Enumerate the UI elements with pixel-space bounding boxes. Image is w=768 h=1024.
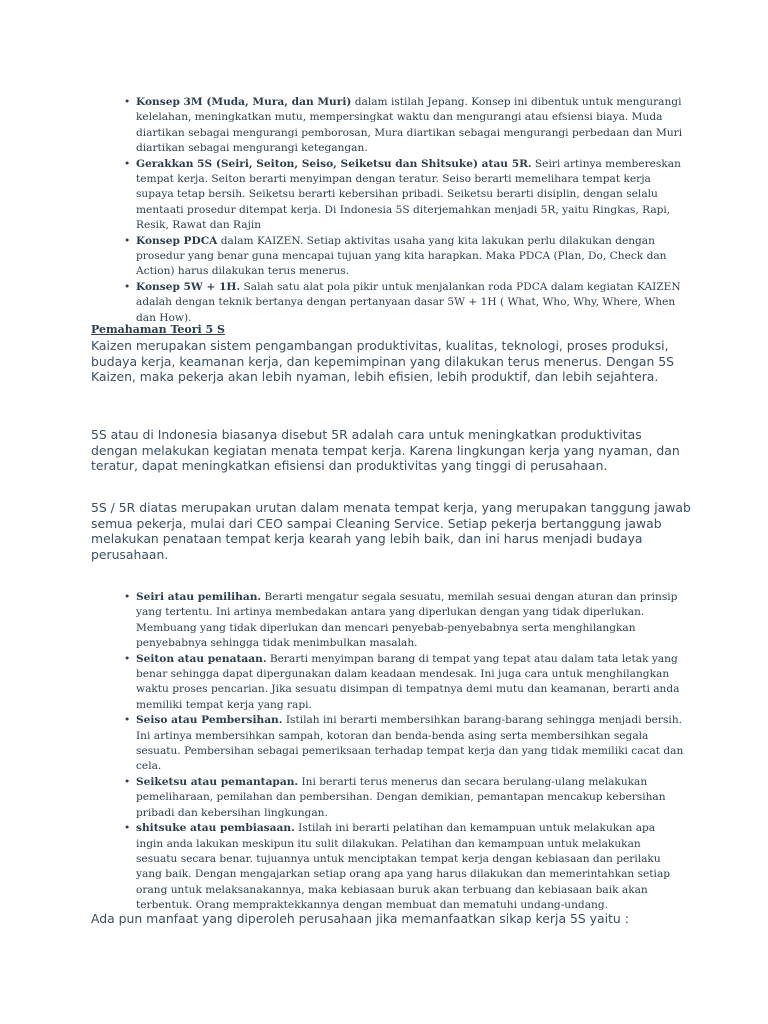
list-item-term: Konsep 3M (Muda, Mura, dan Muri) <box>136 96 352 108</box>
list-item-text: Ini berarti terus menerus dan secara berulang-ulang melakukan pemeliharaan, pemilahan dan pembersihan. Dengan demikian, pemantapan mencakup kebersihan pribadi dan kebersihan lingkungan. <box>136 775 666 819</box>
paragraph-5s-responsibility: 5S / 5R diatas merupakan urutan dalam menata tempat kerja, yang merupakan tanggung jawab semua pekerja, mulai dari CEO sampai Cleaning Service. Setiap pekerja bertanggung jawab melakukan penataan tempat kerja kearah yang lebih baik, dan ini harus menjadi budaya perusahaan. <box>91 500 691 562</box>
list-item <box>124 652 684 714</box>
list-item-text: Istilah ini berarti membersihkan barang-barang sehingga menjadi bersih. Ini artinya membersihkan sampah, kotoran dan benda-benda asing serta membersihkan segala sesuatu. Pembersihan sebagai pemeriksaan terhadap tempat kerja dan yang tidak memiliki cacat dan cela. <box>136 714 684 773</box>
paragraph-5s-definition: 5S atau di Indonesia biasanya disebut 5R adalah cara untuk meningkatkan produktivitas dengan melakukan kegiatan menata tempat kerja. Karena lingkungan kerja yang nyaman, dan teratur, dapat meningkatkan efisiensi dan produktivitas yang tinggi di perusahaan. <box>91 427 680 474</box>
bullet-icon: • <box>124 822 131 835</box>
list-item-text: Berarti menyimpan barang di tempat yang tepat atau dalam tata letak yang benar sehingga dapat dipergunakan dalam keadaan mendesak. Ini juga cara untuk menghilangkan waktu proses pencarian. Jika sesuatu disimpan di tempatnya demi mutu dan keamanan, berarti anda memiliki tempat kerja yang rapi. <box>136 652 680 711</box>
list-item-text: Berarti mengatur segala sesuatu, memilah sesuai dengan aturan dan prinsip yang tertentu. Ini artinya membedakan antara yang diperlukan dengan yang tidak diperlukan. Membuang yang tidak diperlukan dan mencari penyebab-penyebabnya serta menghilangkan penyebabnya sehingga tidak menimbulkan masalah. <box>136 591 678 650</box>
list-item <box>124 821 684 913</box>
paragraph-benefits-intro: Ada pun manfaat yang diperoleh perusahaan jika memanfaatkan sikap kerja 5S yaitu : <box>91 911 629 926</box>
bullet-icon: • <box>124 96 131 108</box>
list-item <box>124 713 684 775</box>
bullet-icon: • <box>124 652 131 665</box>
list-item-text: dalam KAIZEN. Setiap aktivitas usaha yang kita lakukan perlu dilakukan dengan prosedur yang benar guna mencapai tujuan yang kita harapkan. Maka PDCA (Plan, Do, Check dan Action) harus dilakukan terus menerus. <box>136 234 667 278</box>
bullet-icon: • <box>124 775 131 788</box>
list-item <box>124 590 684 652</box>
list-item-term: Seiri atau pemilihan. <box>136 591 262 603</box>
list-item-term: Seiso atau Pembersihan. <box>136 714 283 727</box>
list-item-term: Konsep 5W + 1H. <box>136 280 241 293</box>
section-heading: Pemahaman Teori 5 S <box>91 323 225 336</box>
list-item-term: Seiton atau penataan. <box>136 652 267 665</box>
list-item-term: shitsuke atau pembiasaan. <box>136 822 295 835</box>
bullet-icon: • <box>124 280 131 293</box>
5s-steps-list <box>124 590 684 914</box>
concept-list <box>124 95 684 326</box>
paragraph-kaizen: Kaizen merupakan sistem pengambangan produktivitas, kualitas, teknologi, proses produksi, budaya kerja, keamanan kerja, dan kepemimpinan yang dilakukan terus menerus. Dengan 5S Kaizen, maka pekerja akan lebih nyaman, lebih efisien, lebih produktif, dan lebih sejahtera. <box>91 338 675 385</box>
list-item-text: Istilah ini berarti pelatihan dan kemampuan untuk melakukan apa ingin anda lakukan meskipun itu sulit dilakukan. Pelatihan dan kemampuan untuk melakukan sesuatu secara benar. tujuannya untuk menciptakan tempat kerja dengan kebiasaan dan perilaku yang baik. Dengan mengajarkan setiap orang apa yang harus dilakukan dan memerintahkan setiap orang untuk melaksanakannya, maka kebiasaan buruk akan terbuang dan kebiasaan baik akan terbentuk. Orang mempraktekkannya dengan membuat dan mematuhi undang-undang. <box>136 822 671 912</box>
list-item <box>124 280 684 326</box>
bullet-icon: • <box>124 591 131 603</box>
list-item <box>124 95 684 157</box>
list-item-term: Konsep PDCA <box>136 234 218 247</box>
list-item-text: dalam istilah Jepang. Konsep ini dibentuk untuk mengurangi kelelahan, meningkatkan mutu, mempersingkat waktu dan mengurangi atau efsiensi biaya. Muda diartikan sebagai mengurangi pemborosan, Mura diartikan sebagai mengurangi perbedaan dan Muri diartikan sebagai mengurangi ketegangan. <box>136 96 683 155</box>
list-item-term: Gerakkan 5S (Seiri, Seiton, Seiso, Seiketsu dan Shitsuke) atau 5R. <box>136 157 532 170</box>
bullet-icon: • <box>124 714 131 727</box>
list-item <box>124 775 684 821</box>
bullet-icon: • <box>124 157 131 170</box>
list-item-text: Salah satu alat pola pikir untuk menjalankan roda PDCA dalam kegiatan KAIZEN adalah dengan teknik bertanya dengan pertanyaan dasar 5W + 1H ( What, Who, Why, Where, When dan How). <box>136 280 681 324</box>
list-item-term: Seiketsu atau pemantapan. <box>136 775 299 788</box>
list-item <box>124 157 684 234</box>
list-item <box>124 234 684 280</box>
bullet-icon: • <box>124 234 131 247</box>
list-item-text: Seiri artinya membereskan tempat kerja. Seiton berarti menyimpan dengan teratur. Seiso berarti memelihara tempat kerja supaya tetap bersih. Seiketsu berarti kebersihan pribadi. Seiketsu berarti disiplin, dengan selalu mentaati prosedur ditempat kerja. Di Indonesia 5S diterjemahkan menjadi 5R, yaitu Ringkas, Rapi, Resik, Rawat dan Rajin <box>136 157 681 232</box>
